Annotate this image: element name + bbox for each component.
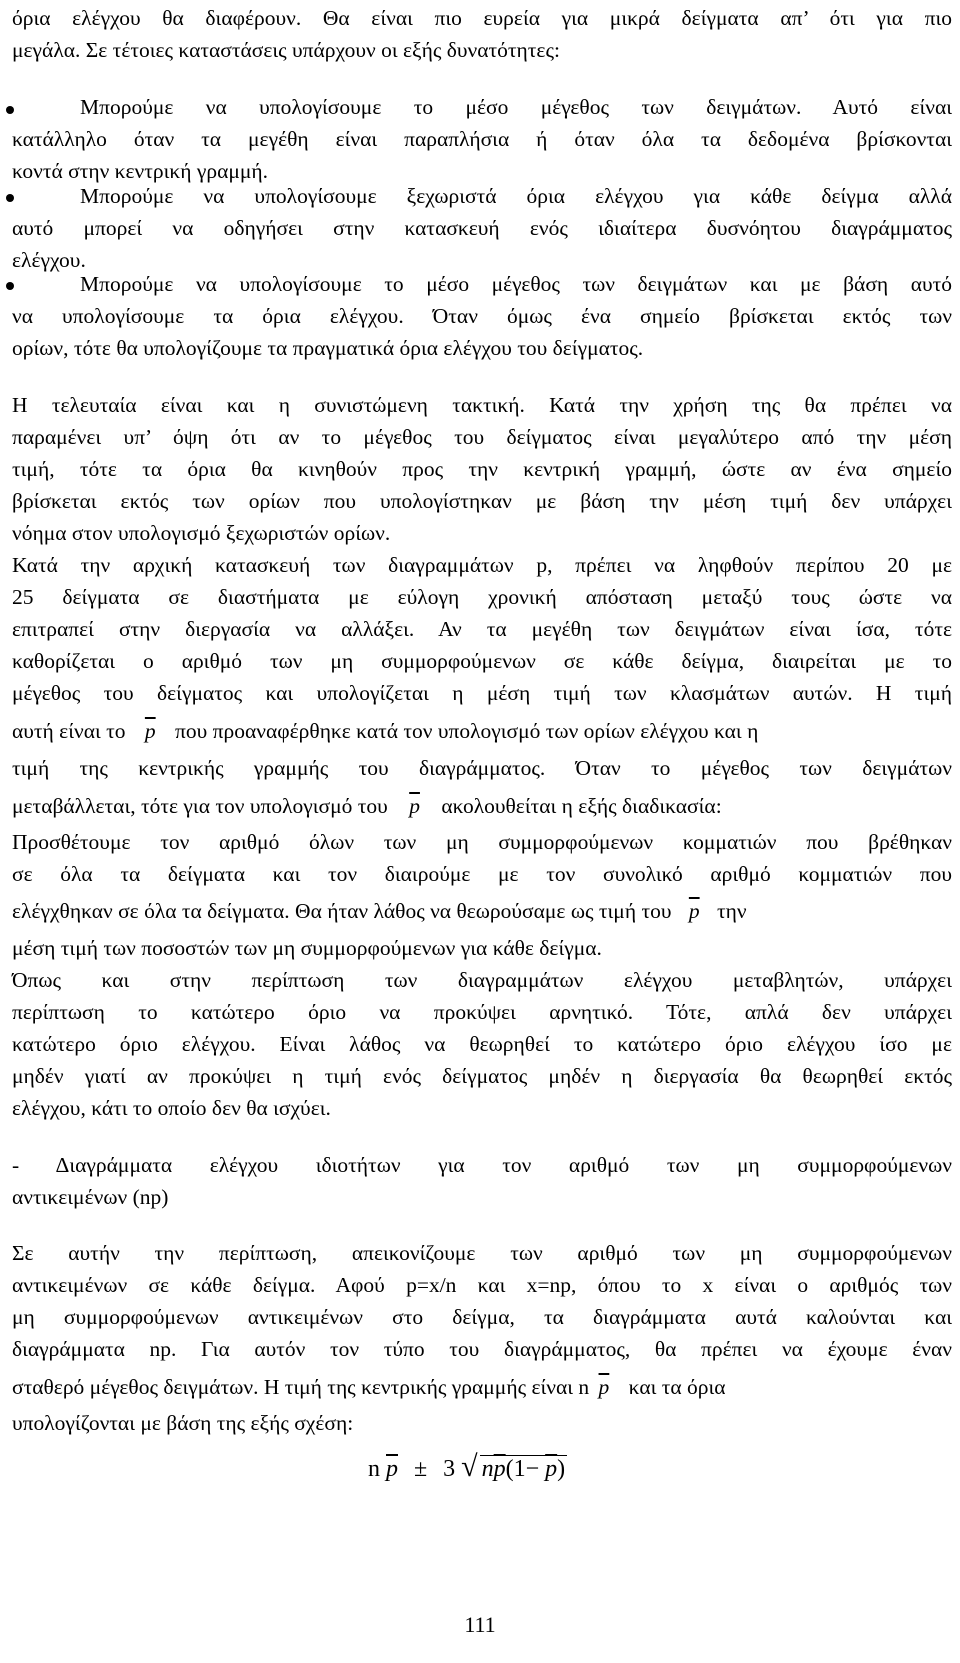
bullet-line: Μπορούμε να υπολογίσουμε ξεχωριστά όρια ελέγχου για κάθε δείγμα αλλά	[80, 184, 952, 208]
bullet-line: κατάλληλο όταν τα μεγέθη είναι παραπλήσια ή όταν όλα τα δεδομένα βρίσκονται	[12, 127, 952, 151]
bullet-line: κοντά στην κεντρική γραμμή.	[12, 159, 269, 183]
p-bar-symbol: $\overline{p}$	[409, 794, 420, 818]
text-line: μηδέν γιατί αν προκύψει η τιμή ενός δείγματος μηδέν η διεργασία θα θεωρηθεί εκτός	[12, 1064, 952, 1088]
text-line: σε όλα τα δείγματα και τον διαιρούμε με τον συνολικό αριθμό κομματιών που	[12, 862, 952, 886]
bullet-line: ελέγχου.	[12, 248, 86, 272]
bullet-line: ορίων, τότε θα υπολογίζουμε τα πραγματικά όρια ελέγχου του δείγματος.	[12, 336, 644, 360]
text-line: Η τελευταία είναι και η συνιστώμενη τακτική. Κατά την χρήση της θα πρέπει να	[12, 393, 952, 417]
bullet-line: Μπορούμε να υπολογίσουμε το μέσο μέγεθος των δειγμάτων. Αυτό είναι	[80, 95, 952, 119]
text-line: μέγεθος του δείγματος και υπολογίζεται η μέση τιμή των κλασμάτων αυτών. Η τιμή	[12, 681, 952, 705]
text-line: παραμένει υπ’ όψη ότι αν το μέγεθος του δείγματος είναι μεγαλύτερο από την μέση	[12, 425, 952, 449]
text-line: μη συμμορφούμενων αντικειμένων στο δείγμα, τα διαγράμματα αυτά καλούνται και	[12, 1305, 952, 1329]
text-line: Προσθέτουμε τον αριθμό όλων των μη συμμορφούμενων κομματιών που βρέθηκαν	[12, 830, 952, 854]
text-line: μεταβάλλεται, τότε για τον υπολογισμό του $\overline{p}$ ακολουθείται η εξής διαδικασία:	[12, 794, 722, 818]
p-bar-symbol: $\overline{p}$	[688, 899, 700, 923]
text-line: τιμή, τότε τα όρια θα κινηθούν προς την κεντρική γραμμή, ώστε αν ένα σημείο	[12, 457, 952, 481]
text-line: ελέγχθηκαν σε όλα τα δείγματα. Θα ήταν λάθος να θεωρούσαμε ως τιμή του $\overline{p}$ την	[12, 899, 747, 923]
text-line: επιτραπεί στην διεργασία να αλλάξει. Αν τα μεγέθη των δειγμάτων είναι ίσα, τότε	[12, 617, 952, 641]
text-line: καθορίζεται ο αριθμό των μη συμμορφούμενων σε κάθε δείγμα, διαιρείται με το	[12, 649, 952, 673]
bullet-line: Μπορούμε να υπολογίσουμε το μέσο μέγεθος των δειγμάτων και με βάση αυτό	[80, 272, 952, 296]
text-line: κατώτερο όριο ελέγχου. Είναι λάθος να θεωρηθεί το κατώτερο όριο ελέγχου ίσο με	[12, 1032, 952, 1056]
bullet-icon	[6, 194, 14, 202]
text-line: Κατά την αρχική κατασκευή των διαγραμμάτων p, πρέπει να ληφθούν περίπου 20 με	[12, 553, 952, 577]
text-line: Όπως και στην περίπτωση των διαγραμμάτων ελέγχου μεταβλητών, υπάρχει	[12, 968, 952, 992]
text-line: αντικειμένων σε κάθε δείγμα. Αφού p=x/n και x=np, όπου το x είναι ο αριθμός των	[12, 1273, 952, 1297]
text-line: υπολογίζονται με βάση της εξής σχέση:	[12, 1411, 354, 1435]
bullet-line: αυτό μπορεί να οδηγήσει στην κατασκευή ενός ιδιαίτερα δυσνόητου διαγράμματος	[12, 216, 952, 240]
text-line: μεγάλα. Σε τέτοιες καταστάσεις υπάρχουν οι εξής δυνατότητες:	[12, 38, 560, 62]
section-heading: αντικειμένων (np)	[12, 1185, 169, 1209]
text-line: Σε αυτήν την περίπτωση, απεικονίζουμε των αριθμό των μη συμμορφούμενων	[12, 1241, 952, 1265]
text-line: ελέγχου, κάτι το οποίο δεν θα ισχύει.	[12, 1096, 331, 1120]
p-bar-symbol: $\overline{p}$	[144, 719, 156, 743]
bullet-icon	[6, 282, 14, 290]
text-line: σταθερό μέγεθος δειγμάτων. Η τιμή της κεντρικής γραμμής είναι n $\overline{p}$ και τα όρια	[12, 1375, 726, 1399]
np-control-limits-formula: n $\overline{p} \pm 3$ √ $n\overline{p}(1- \overline{p})$	[368, 1450, 566, 1483]
text-line: αυτή είναι το $\overline{p}$ που προαναφέρθηκε κατά τον υπολογισμό των ορίων ελέγχου και η	[12, 719, 759, 743]
text-line: νόημα στον υπολογισμό ξεχωριστών ορίων.	[12, 521, 391, 545]
bullet-line: να υπολογίσουμε τα όρια ελέγχου. Όταν όμως ένα σημείο βρίσκεται εκτός των	[12, 304, 952, 328]
sqrt-radicand: $n\overline{p}(1- \overline{p})$	[481, 1456, 566, 1482]
text-line: περίπτωση το κατώτερο όριο να προκύψει αρνητικό. Τότε, απλά δεν υπάρχει	[12, 1000, 952, 1024]
text-line: βρίσκεται εκτός των ορίων που υπολογίστηκαν με βάση την μέση τιμή δεν υπάρχει	[12, 489, 952, 513]
text-line: μέση τιμή των ποσοστών των μη συμμορφούμενων για κάθε δείγμα.	[12, 936, 602, 960]
text-line: όρια ελέγχου θα διαφέρουν. Θα είναι πιο ευρεία για μικρά δείγματα απ’ ότι για πιο	[12, 6, 952, 30]
text-line: διαγράμματα np. Για αυτόν τον τύπο του διαγράμματος, θα πρέπει να έχουμε έναν	[12, 1337, 952, 1361]
page-number: 111	[464, 1612, 496, 1637]
text-line: 25 δείγματα σε διαστήματα με εύλογη χρονική απόσταση μεταξύ τους ώστε να	[12, 585, 952, 609]
p-bar-symbol: $\overline{p}$	[598, 1375, 610, 1399]
sqrt-icon: √	[461, 1450, 478, 1483]
bullet-icon	[6, 106, 14, 114]
text-line: τιμή της κεντρικής γραμμής του διαγράμματος. Όταν το μέγεθος των δειγμάτων	[12, 756, 952, 780]
section-heading: - Διαγράμματα ελέγχου ιδιοτήτων για τον αριθμό των μη συμμορφούμενων	[12, 1153, 952, 1177]
